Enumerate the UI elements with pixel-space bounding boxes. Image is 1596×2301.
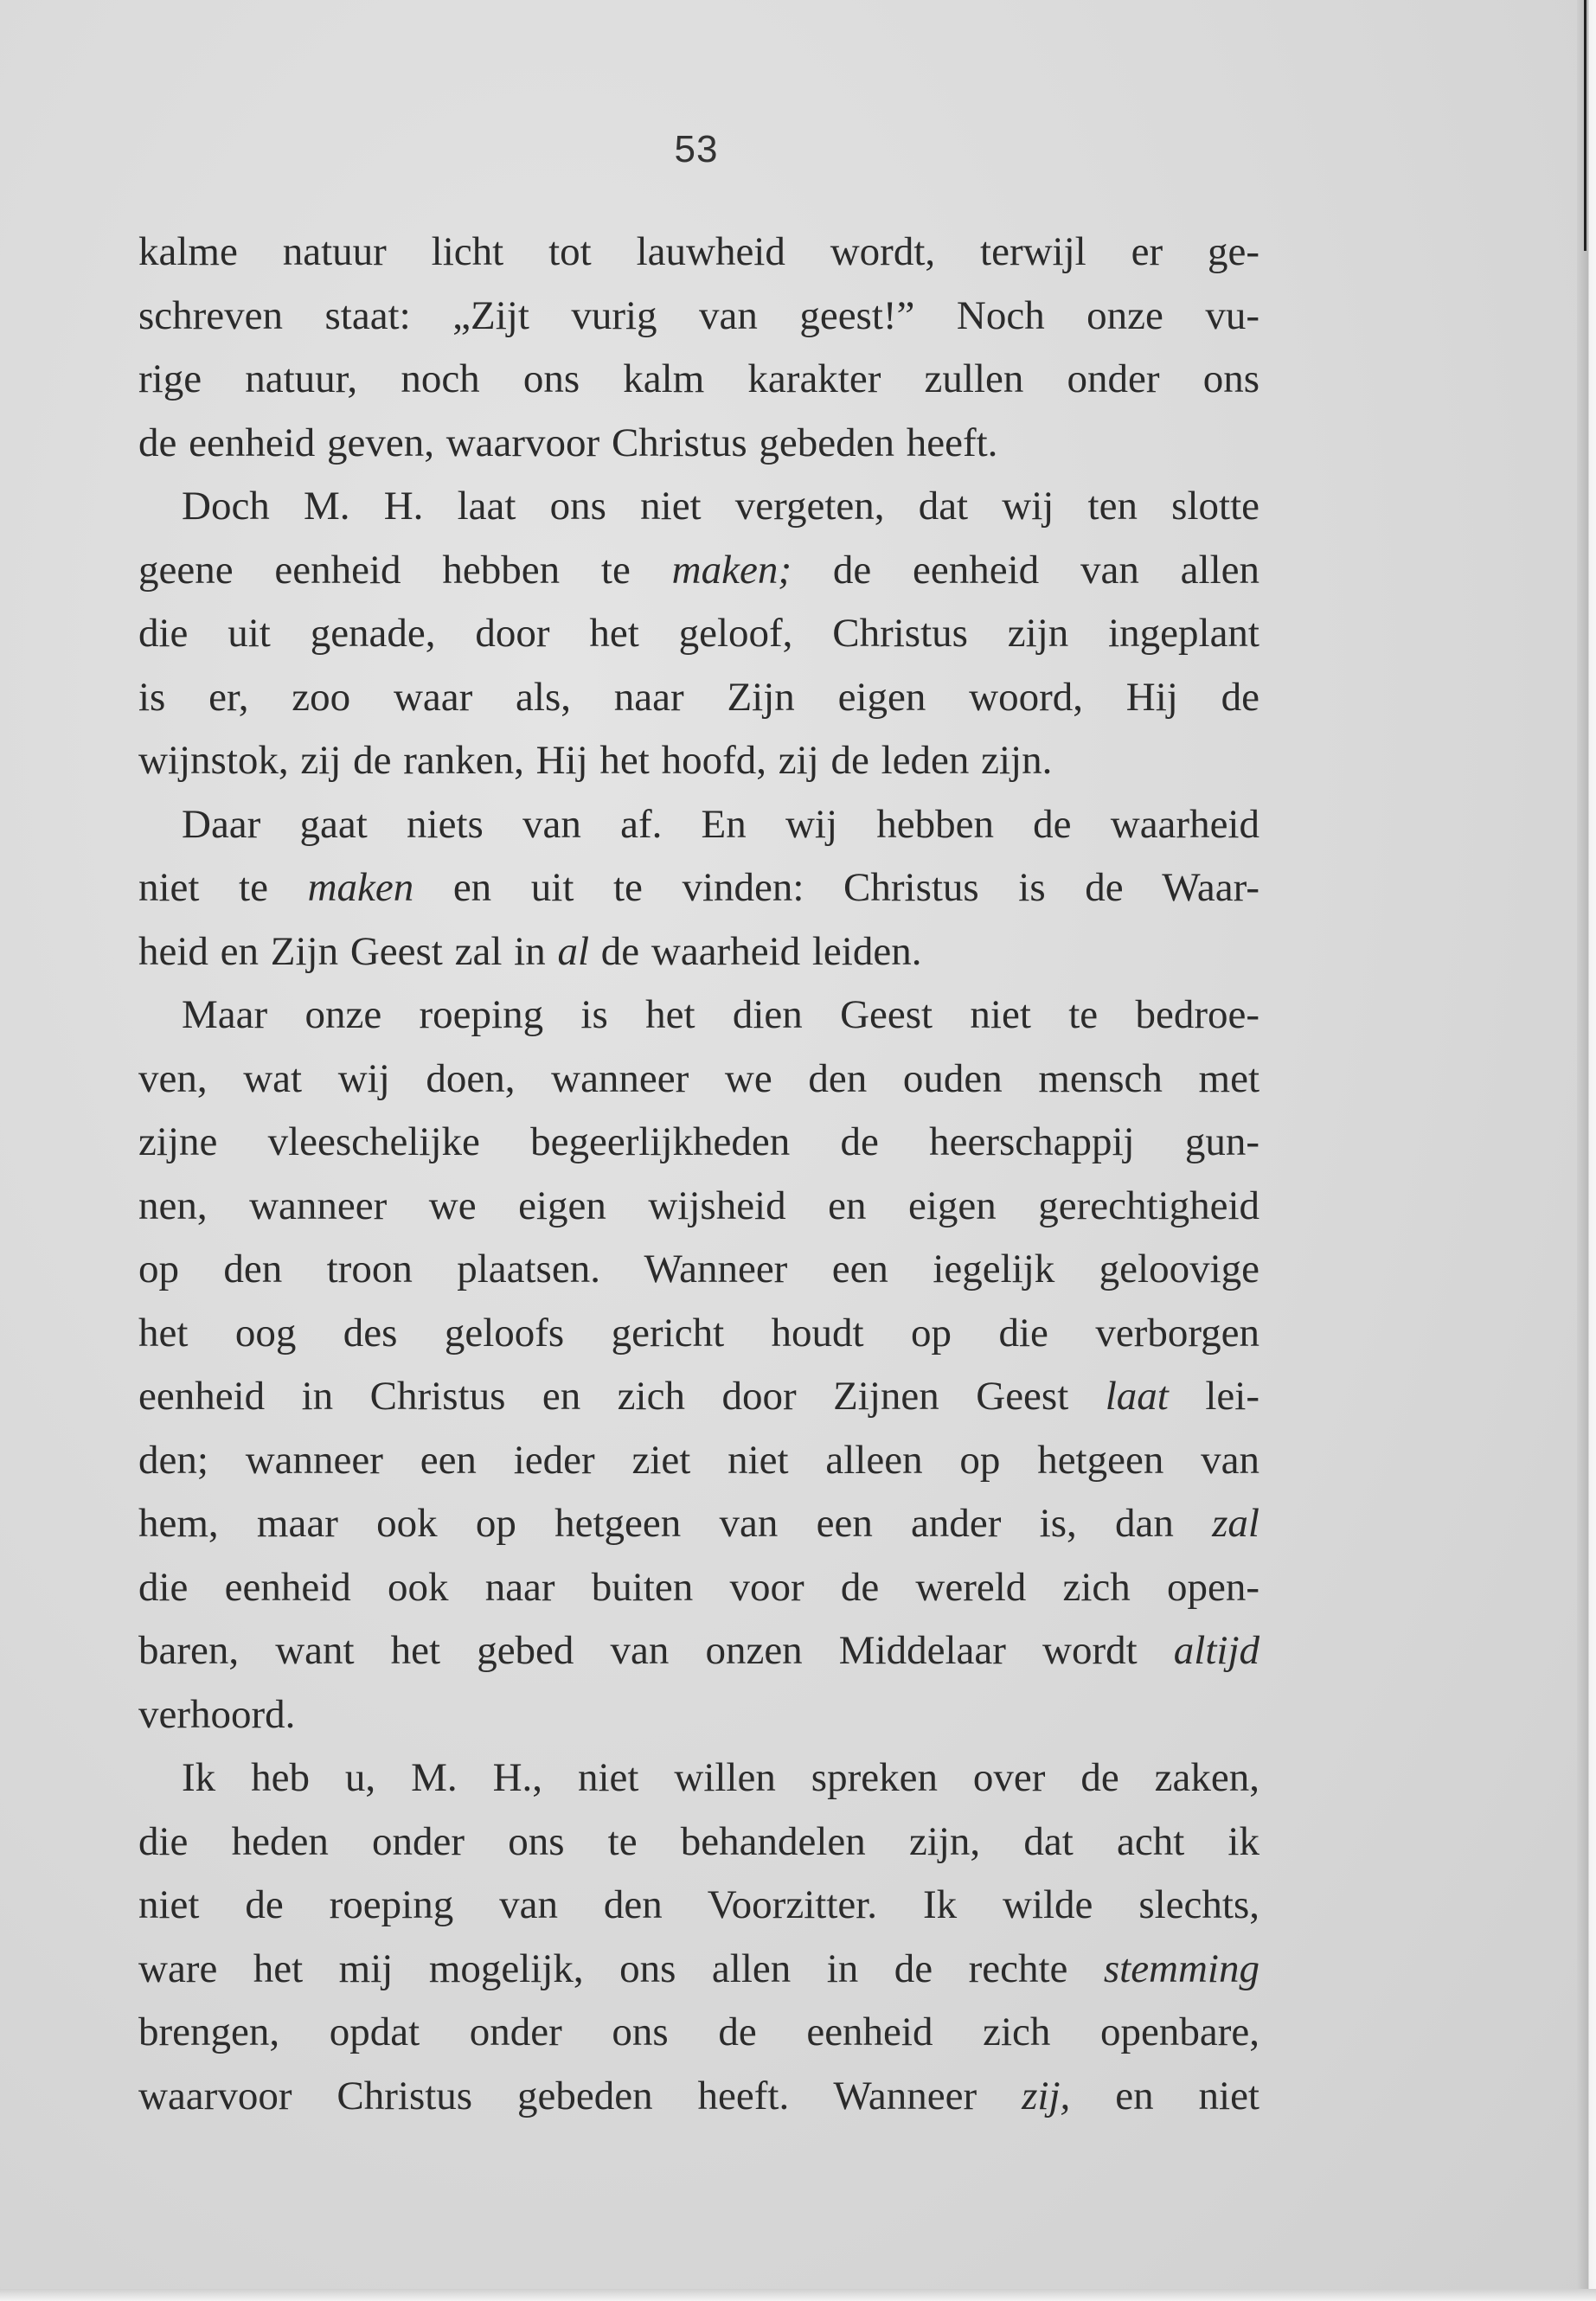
text-segment: die heden onder ons te behandelen zijn, dat acht ik [138, 1818, 1259, 1864]
text-segment: de eenheid geven, waarvoor Christus gebeden heeft. [138, 420, 998, 465]
italic-text: stemming [1103, 1945, 1259, 1991]
text-line [138, 1874, 1259, 1938]
text-segment: zijne vleeschelijke begeerlijkheden de heerschappij gun- [138, 1119, 1259, 1164]
text-segment: brengen, opdat onder ons de eenheid zich openbare, [138, 2009, 1259, 2054]
text-line [138, 1302, 1259, 1366]
text-segment: niet te [138, 865, 308, 910]
page-edge-bottom [0, 2289, 1596, 2301]
text-segment: heid en Zijn Geest zal in [138, 928, 558, 974]
text-line [138, 221, 1259, 285]
text-segment: wijnstok, zij de ranken, Hij het hoofd, zij de leden zijn. [138, 738, 1053, 783]
text-segment: ven, wat wij doen, wanneer we den ouden mensch met [138, 1055, 1259, 1101]
text-segment: Ik heb u, M. H., niet willen spreken over de zaken, [182, 1755, 1259, 1800]
page-number: 53 [674, 128, 719, 170]
text-line [138, 1238, 1259, 1302]
body-text [138, 221, 1259, 2128]
text-line [138, 1365, 1259, 1429]
text-line [138, 602, 1259, 666]
text-line [138, 2001, 1259, 2065]
italic-text: maken; [671, 547, 792, 593]
italic-text: maken [307, 865, 414, 910]
text-segment: rige natuur, noch ons kalm karakter zullen onder ons [138, 356, 1259, 401]
text-segment: waarvoor Christus gebeden heeft. Wanneer [138, 2073, 1022, 2118]
italic-text: al [557, 928, 590, 974]
text-segment: kalme natuur licht tot lauwheid wordt, terwijl er ge- [138, 229, 1259, 274]
text-segment: de waarheid leiden. [589, 928, 922, 974]
text-line [138, 285, 1259, 349]
text-line [138, 856, 1259, 920]
text-segment: en niet [1070, 2073, 1259, 2118]
text-line [138, 984, 1259, 1048]
text-line [138, 920, 1259, 984]
text-line [138, 1429, 1259, 1493]
text-line [138, 1683, 1259, 1747]
text-line [138, 1811, 1259, 1875]
text-segment: baren, want het gebed van onzen Middelaar wordt [138, 1628, 1174, 1673]
text-segment: en uit te vinden: Christus is de Waar- [413, 865, 1259, 910]
text-line [138, 666, 1259, 730]
text-line [138, 348, 1259, 412]
text-line [138, 729, 1259, 793]
text-line [138, 475, 1259, 539]
text-line [138, 1175, 1259, 1239]
text-line [138, 1048, 1259, 1112]
text-segment: Daar gaat niets van af. En wij hebben de waarheid [182, 801, 1259, 847]
text-segment: is er, zoo waar als, naar Zijn eigen woord, Hij de [138, 674, 1259, 720]
text-segment: hem, maar ook op hetgeen van een ander is, dan [138, 1501, 1213, 1546]
text-segment: die uit genade, door het geloof, Christus zijn ingeplant [138, 611, 1259, 656]
text-segment: het oog des geloofs gericht houdt op die verborgen [138, 1310, 1259, 1356]
text-line [138, 1938, 1259, 2002]
text-line [138, 412, 1259, 476]
text-line [138, 2065, 1259, 2129]
text-segment: op den troon plaatsen. Wanneer een iegelijk geloovige [138, 1247, 1259, 1292]
text-segment: Maar onze roeping is het dien Geest niet te bedroe- [182, 992, 1259, 1037]
edge-mark [1584, 0, 1586, 251]
text-line [138, 539, 1259, 603]
text-line [138, 1556, 1259, 1620]
text-line [138, 1619, 1259, 1683]
text-segment: lei- [1168, 1374, 1259, 1419]
text-segment: geene eenheid hebben te [138, 547, 672, 593]
text-segment: de eenheid van allen [792, 547, 1259, 593]
text-line [138, 1111, 1259, 1175]
text-segment: eenheid in Christus en zich door Zijnen Geest [138, 1374, 1106, 1419]
text-line [138, 1747, 1259, 1811]
text-line [138, 1492, 1259, 1556]
italic-text: zal [1212, 1501, 1259, 1546]
italic-text: altijd [1173, 1628, 1259, 1673]
text-segment: den; wanneer een ieder ziet niet alleen op hetgeen van [138, 1437, 1259, 1483]
text-segment: nen, wanneer we eigen wijsheid en eigen gerechtigheid [138, 1183, 1259, 1228]
italic-text: laat [1105, 1374, 1169, 1419]
text-segment: niet de roeping van den Voorzitter. Ik wilde slechts, [138, 1882, 1259, 1927]
italic-text: zij, [1022, 2073, 1071, 2118]
text-segment: die eenheid ook naar buiten voor de wereld zich open- [138, 1564, 1259, 1610]
page-edge-right [1577, 0, 1596, 2301]
text-segment: ware het mij mogelijk, ons allen in de rechte [138, 1945, 1104, 1991]
text-segment: Doch M. H. laat ons niet vergeten, dat wij ten slotte [182, 484, 1259, 529]
text-segment: verhoord. [138, 1691, 296, 1737]
text-line [138, 793, 1259, 857]
text-segment: schreven staat: „Zijt vurig van geest!” Noch onze vu- [138, 292, 1259, 338]
